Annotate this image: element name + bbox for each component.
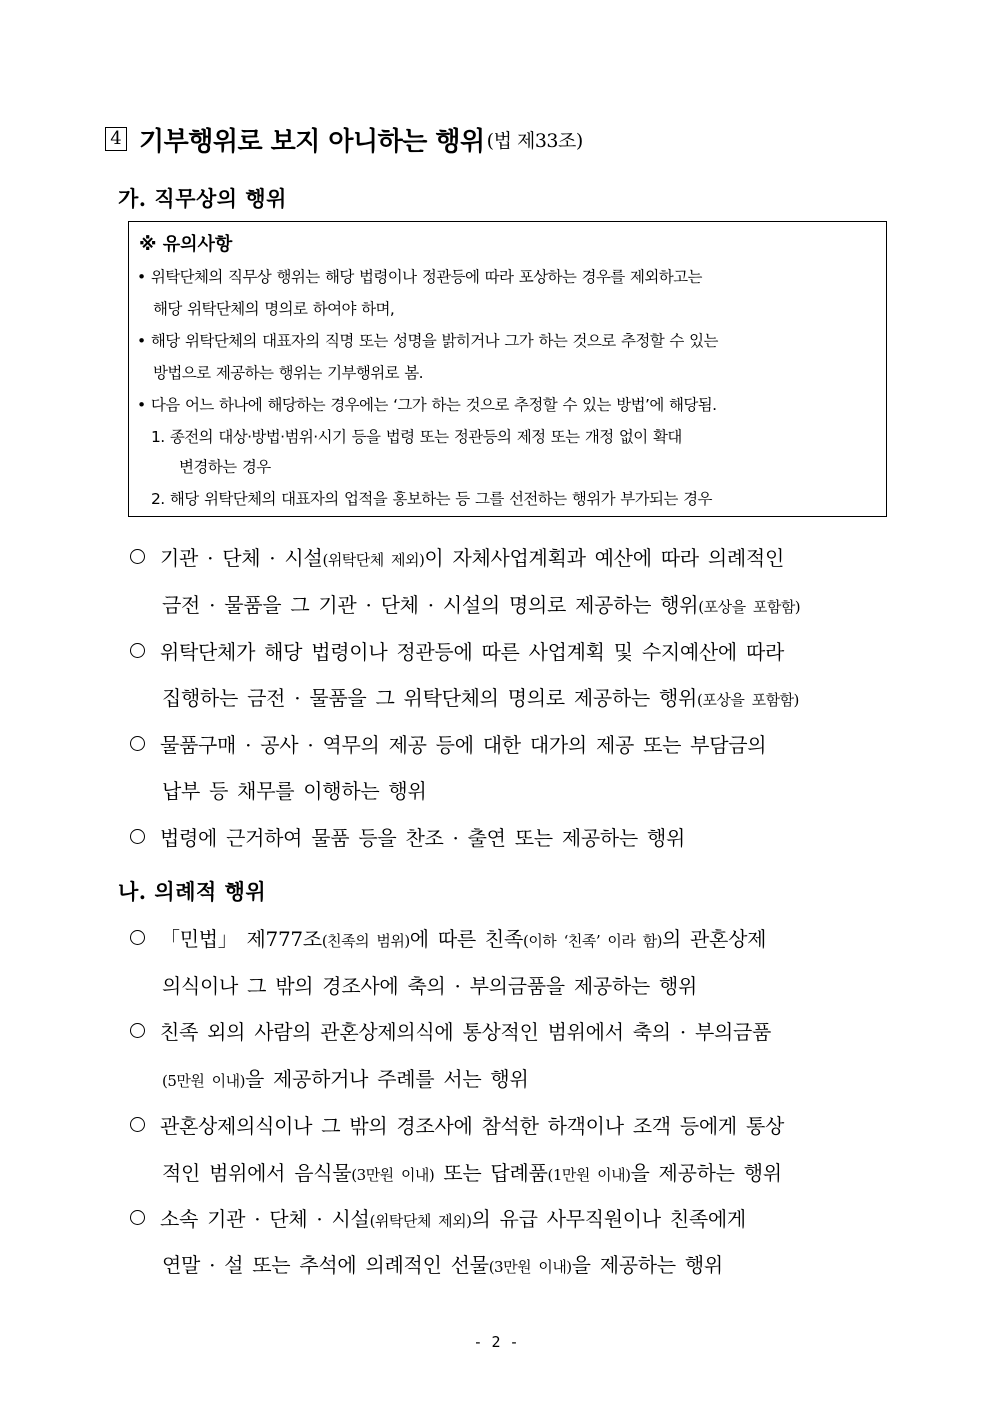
circle-bullet-icon [130, 1023, 145, 1038]
circle-bullet-icon [130, 829, 145, 844]
boxed-number: 4 [105, 127, 127, 151]
title-main: 기부행위로 보지 아니하는 행위 [139, 126, 485, 157]
list-item: 「민법」 제777조(친족의 범위)에 따른 친족(이하 ‘친족’ 이라 함)의 관혼상제 [130, 923, 766, 952]
list-item-continuation: 연말 · 설 또는 추석에 의례적인 선물(3만원 이내)을 제공하는 행위 [162, 1253, 723, 1277]
subsection-heading-ceremonial: 나. 의례적 행위 [118, 879, 267, 904]
list-item: 위탁단체가 해당 법령이나 정관등에 따른 사업계획 및 수지예산에 따라 [130, 636, 784, 665]
circle-bullet-icon [130, 1210, 145, 1225]
page-number: - 2 - [473, 1333, 519, 1351]
notice-line: • 다음 어느 하나에 해당하는 경우에는 ‘그가 하는 것으로 추정할 수 있는 방법’에 해당됨. [137, 396, 717, 414]
notice-line: 변경하는 경우 [179, 458, 271, 476]
circle-bullet-icon [130, 643, 145, 658]
list-item-continuation: 의식이나 그 밖의 경조사에 축의 · 부의금품을 제공하는 행위 [162, 974, 697, 998]
list-item: 관혼상제의식이나 그 밖의 경조사에 참석한 하객이나 조객 등에게 통상 [130, 1110, 784, 1139]
notice-line: 2. 해당 위탁단체의 대표자의 업적을 홍보하는 등 그를 선전하는 행위가 부가되는 경우 [151, 490, 712, 508]
list-item: 친족 외의 사람의 관혼상제의식에 통상적인 범위에서 축의 · 부의금품 [130, 1016, 771, 1045]
list-item-continuation: 적인 범위에서 음식물(3만원 이내) 또는 답례품(1만원 이내)을 제공하는 행위 [162, 1161, 782, 1185]
notice-line: 1. 종전의 대상·방법·범위·시기 등을 법령 또는 정관등의 제정 또는 개정 없이 확대 [151, 428, 682, 446]
notice-title: ※ 유의사항 [139, 234, 233, 255]
list-item-continuation: 집행하는 금전 · 물품을 그 위탁단체의 명의로 제공하는 행위(포상을 포함함) [162, 686, 799, 710]
list-item: 법령에 근거하여 물품 등을 찬조 · 출연 또는 제공하는 행위 [130, 822, 685, 851]
list-item-continuation: (5만원 이내)을 제공하거나 주례를 서는 행위 [162, 1067, 529, 1091]
subsection-heading-official-duty: 가. 직무상의 행위 [118, 186, 287, 211]
notice-line: • 해당 위탁단체의 대표자의 직명 또는 성명을 밝히거나 그가 하는 것으로 추정할 수 있는 [137, 332, 718, 350]
circle-bullet-icon [130, 1117, 145, 1132]
notice-line: 방법으로 제공하는 행위는 기부행위로 봄. [153, 364, 423, 382]
circle-bullet-icon [130, 549, 145, 564]
circle-bullet-icon [130, 736, 145, 751]
list-item: 소속 기관 · 단체 · 시설(위탁단체 제외)의 유급 사무직원이나 친족에게 [130, 1203, 746, 1232]
list-item-continuation: 금전 · 물품을 그 기관 · 단체 · 시설의 명의로 제공하는 행위(포상을 포함함) [162, 593, 801, 617]
notice-box [128, 221, 887, 517]
notice-line: 해당 위탁단체의 명의로 하여야 하며, [153, 300, 395, 318]
section-title [105, 119, 583, 159]
list-item: 기관 · 단체 · 시설(위탁단체 제외)이 자체사업계획과 예산에 따라 의례적인 [130, 542, 784, 571]
circle-bullet-icon [130, 930, 145, 945]
list-item-continuation: 납부 등 채무를 이행하는 행위 [162, 779, 427, 803]
notice-line: • 위탁단체의 직무상 행위는 해당 법령이나 정관등에 따라 포상하는 경우를 제외하고는 [137, 268, 702, 286]
title-law-reference: (법 제33조) [486, 129, 583, 152]
list-item: 물품구매 · 공사 · 역무의 제공 등에 대한 대가의 제공 또는 부담금의 [130, 729, 766, 758]
